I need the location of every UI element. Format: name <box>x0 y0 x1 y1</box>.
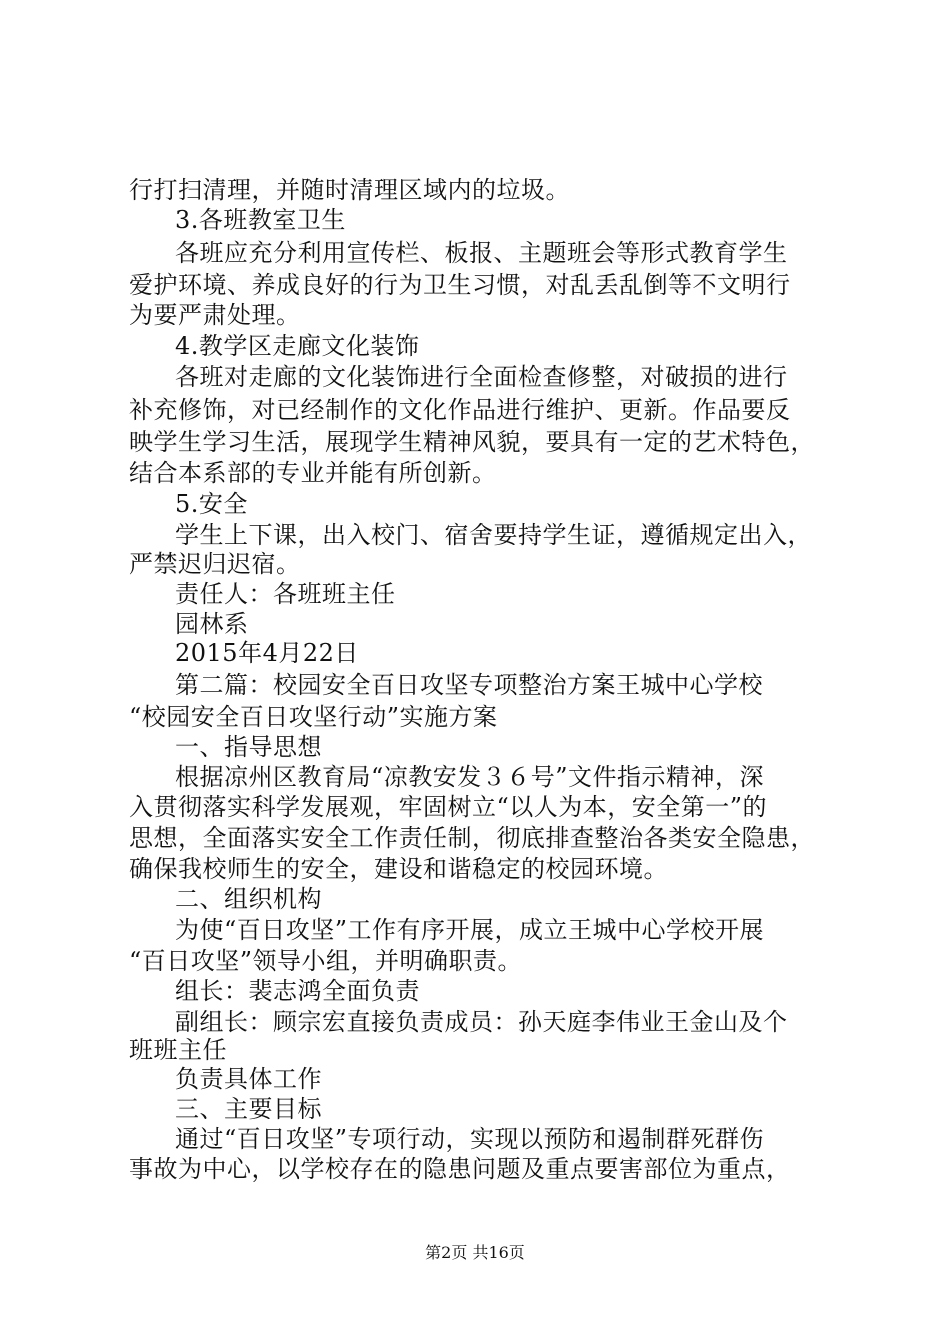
text-line: 事故为中心，以学校存在的隐患问题及重点要害部位为重点， <box>129 1155 791 1183</box>
text-line: 3.各班教室卫生 <box>175 206 346 234</box>
text-line: 各班应充分利用宣传栏、板报、主题班会等形式教育学生 <box>175 239 788 267</box>
text-line: 二、组织机构 <box>175 885 322 913</box>
text-line: 行打扫清理，并随时清理区域内的垃圾。 <box>129 176 570 204</box>
text-line: 2015年4月22日 <box>175 639 359 667</box>
text-line: 三、主要目标 <box>175 1095 322 1123</box>
text-line: 映学生学习生活，展现学生精神风貌，要具有一定的艺术特色， <box>129 428 815 456</box>
text-line: 组长：裴志鸿全面负责 <box>175 977 420 1005</box>
text-line: 班班主任 <box>129 1036 227 1064</box>
text-line: 思想，全面落实安全工作责任制，彻底排查整治各类安全隐患， <box>129 824 815 852</box>
text-line: 园林系 <box>175 610 249 638</box>
text-line: 负责具体工作 <box>175 1065 322 1093</box>
text-line: 补充修饰，对已经制作的文化作品进行维护、更新。作品要反 <box>129 396 791 424</box>
page-footer: 第2页 共16页 <box>425 1243 525 1262</box>
text-line: 为要严肃处理。 <box>129 301 301 329</box>
text-line: 为使“百日攻坚”工作有序开展，成立王城中心学校开展 <box>175 916 765 944</box>
text-line: 学生上下课，出入校门、宿舍要持学生证，遵循规定出入， <box>175 521 812 549</box>
text-line: 结合本系部的专业并能有所创新。 <box>129 459 497 487</box>
text-line: 一、指导思想 <box>175 733 322 761</box>
text-line: 严禁迟归迟宿。 <box>129 550 301 578</box>
text-line: 副组长：顾宗宏直接负责成员：孙天庭李伟业王金山及个 <box>175 1008 788 1036</box>
text-line: 根据凉州区教育局“凉教安发３６号”文件指示精神，深 <box>175 763 765 791</box>
text-line: “校园安全百日攻坚行动”实施方案 <box>129 703 498 731</box>
text-line: 确保我校师生的安全，建设和谐稳定的校园环境。 <box>129 855 668 883</box>
text-line: 5.安全 <box>175 490 248 518</box>
text-line: 责任人：各班班主任 <box>175 580 396 608</box>
text-line: 爱护环境、养成良好的行为卫生习惯，对乱丢乱倒等不文明行 <box>129 271 791 299</box>
text-line: 各班对走廊的文化装饰进行全面检查修整，对破损的进行 <box>175 363 788 391</box>
text-line: 4.教学区走廊文化装饰 <box>175 332 420 360</box>
text-line: “百日攻坚”领导小组，并明确职责。 <box>129 947 523 975</box>
text-line: 通过“百日攻坚”专项行动，实现以预防和遏制群死群伤 <box>175 1125 765 1153</box>
text-line: 第二篇：校园安全百日攻坚专项整治方案王城中心学校 <box>175 671 763 699</box>
text-line: 入贯彻落实科学发展观，牢固树立“以人为本，安全第一”的 <box>129 793 768 821</box>
